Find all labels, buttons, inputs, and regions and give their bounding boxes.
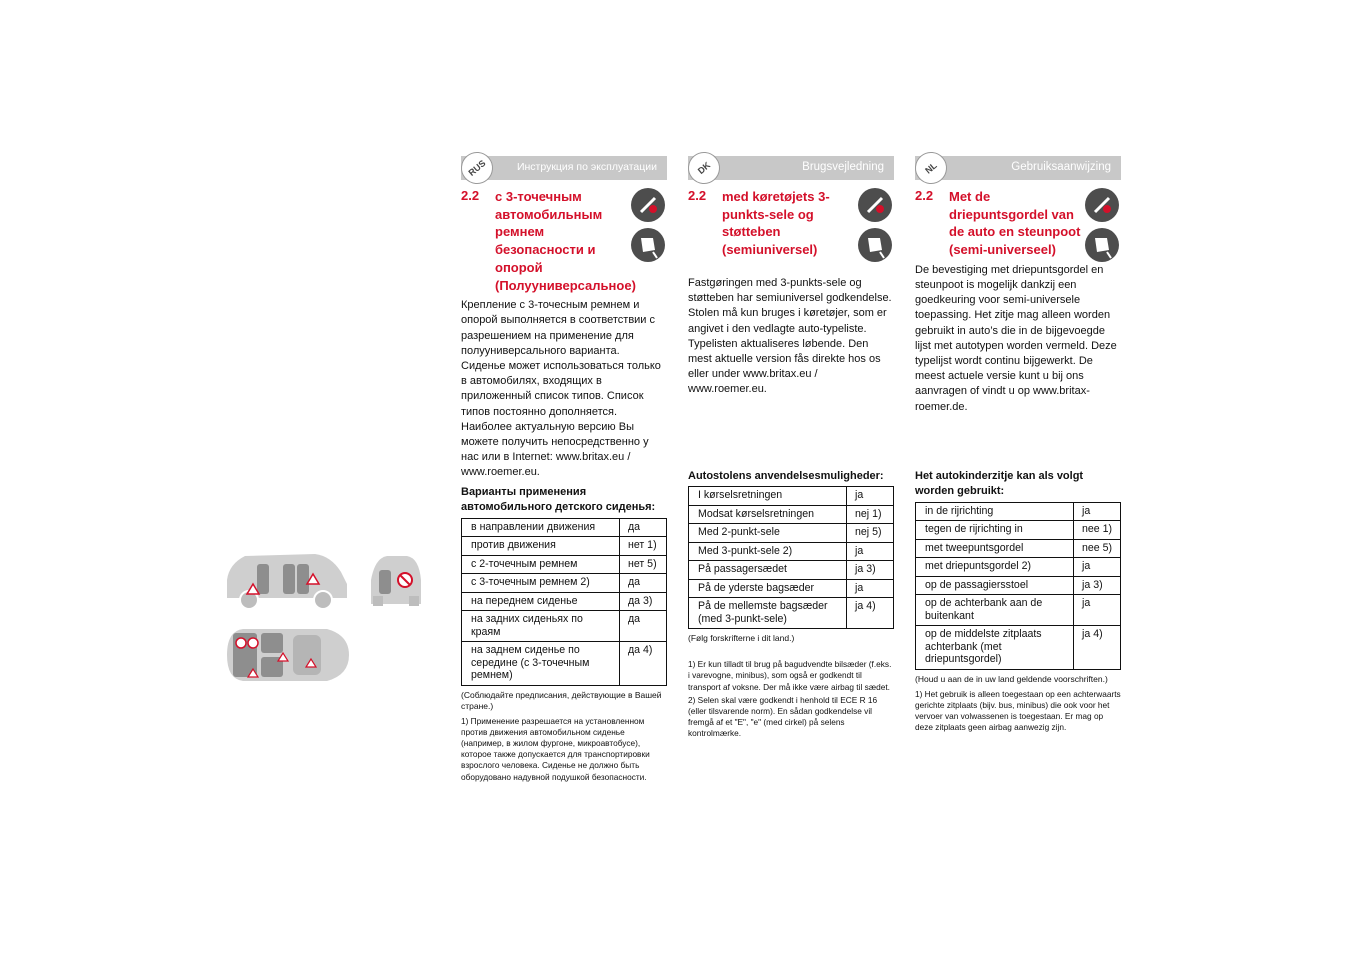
usage-table [461,518,667,686]
table-row [689,542,894,561]
row-label: с 3-точечным ремнем 2) [462,574,620,593]
table-row [462,592,667,611]
country-note: (Følg forskrifterne i dit land.) [688,633,795,644]
table-row [916,558,1121,577]
header-title: Инструкция по эксплуатации [516,161,657,173]
row-value: nej 5) [847,524,894,543]
support-leg-icon [631,228,665,262]
row-label: с 2-точечным ремнем [462,555,620,574]
row-label: на задних сиденьях по краям [462,611,620,642]
table-row [916,521,1121,540]
table-row [689,487,894,506]
usage-heading: Autostolens anvendelsesmuligheder: [688,469,884,482]
row-label: På de yderste bagsæder [689,579,847,598]
table-row [689,561,894,580]
row-label: в направлении движения [462,518,620,537]
row-value: nej 1) [847,505,894,524]
table-row [462,537,667,556]
section-heading [688,188,894,270]
row-label: Med 2-punkt-sele [689,524,847,543]
belt-icon [631,188,665,222]
row-value: ja 4) [1074,626,1121,670]
header-bar [915,156,1121,180]
footnote: 1) Применение разрешается на установленном против движения автомобильном сиденье (например, в жилом фургоне, микроавтобусе), которое также допускается для транспортировки взрослого человека. Сиденье не должно быть оборудовано надувной подушкой безопасности. [461,715,650,782]
country-note: (Соблюдайте предписания, действующие в Вашей стране.) [461,689,662,711]
column-rus [461,156,667,783]
section-heading [461,188,667,294]
table-row [462,574,667,593]
row-value: ja 3) [847,561,894,580]
row-label: I kørselsretningen [689,487,847,506]
row-value: nee 1) [1074,521,1121,540]
table-row [916,502,1121,521]
table-row [916,595,1121,626]
table-row [462,611,667,642]
table-row [916,539,1121,558]
usage-table [915,502,1121,670]
row-label: на переднем сиденье [462,592,620,611]
row-value: ja [1074,595,1121,626]
table-row [916,576,1121,595]
row-label: in de rijrichting [916,502,1074,521]
section-number: 2.2 [461,188,480,203]
language-tag: RUS [454,145,499,190]
row-label: På de mellemste bagsæder (med 3-punkt-sele) [689,598,847,629]
row-value: да [620,574,667,593]
row-value: ja [847,579,894,598]
language-tag: DK [681,145,726,190]
row-value: nee 5) [1074,539,1121,558]
language-tag: NL [908,145,953,190]
body-text: Fastgøringen med 3-punkts-sele og støtteben har semiuniversel godkendelse. Stolen må kun bruges i køretøjer, som er angivet i den vedlagte auto-typeliste. Typelisten aktualiseres løbende. Den mest aktuelle version fås direkte hos os eller under www.britax.eu / www.roemer.eu. [688,277,892,396]
support-leg-icon [1085,228,1119,262]
support-leg-icon [858,228,892,262]
usage-table [688,486,894,629]
row-value: нет 1) [620,537,667,556]
row-label: op de middelste zitplaats achterbank (met driepuntsgordel) [916,626,1074,670]
row-value: да [620,611,667,642]
footnote: 2) Selen skal være godkendt i henhold til ECE R 16 (eller tilsvarende norm). En sådan godkendelse vil fremgå af et "E", "e" (med cirkel) på selens kontrolmærke. [688,694,878,739]
row-label: På passagersædet [689,561,847,580]
header-bar [688,156,894,180]
section-number: 2.2 [688,188,707,203]
section-heading [915,188,1121,259]
table-row [462,555,667,574]
header-title: Gebruiksaanwijzing [1011,161,1111,173]
belt-icon [1085,188,1119,222]
belt-icon [858,188,892,222]
row-value: ja 3) [1074,576,1121,595]
body-text: Крепление с 3-точесным ремнем и опорой выполняется в соответствии с разрешением на применение для полууниверсального варианта. Сиденье может использоваться только в автомобилях, входящих в приложенный список типов. Список типов постоянно дополняется. Наиболее актуальную версию Вы можете получить непосредственно у нас или в Internet: www.britax.eu / www.roemer.eu. [461,299,661,479]
table-row [689,524,894,543]
country-note: (Houd u aan de in uw land geldende voorschriften.) [915,673,1108,684]
header-title: Brugsvejledning [802,161,884,173]
table-row [689,505,894,524]
footnote: 1) Er kun tilladt til brug på bagudvendte bilsæder (f.eks. i varevogne, minibus), som også er godkendt til transport af voksne. Der må ikke være airbag til sædet. [688,659,892,692]
row-label: против движения [462,537,620,556]
car-top-icon [223,625,351,685]
row-label: op de achterbank aan de buitenkant [916,595,1074,626]
row-label: Modsat kørselsretningen [689,505,847,524]
footnote: 1) Het gebruik is alleen toegestaan op een achterwaarts gerichte zitplaats (bijv. bus, minibus) die ook voor het vervoer van volwassenen is toegestaan. Er mag op deze zitplaats geen airbag aanwezig zijn. [915,688,1121,733]
row-label: op de passagiersstoel [916,576,1074,595]
header-bar [461,156,667,180]
section-title: med køretøjets 3-punkts-sele og støtteben (semiuniversel) [722,189,830,258]
row-label: на заднем сиденье по середине (с 3-точечным ремнем) [462,642,620,686]
row-value: ja [847,487,894,506]
section-title: с 3-точечным автомобильным ремнем безопасности и опорой (Полууниверсальное) [495,189,636,293]
row-label: tegen de rijrichting in [916,521,1074,540]
row-value: нет 5) [620,555,667,574]
table-row [462,642,667,686]
column-nl [915,156,1121,734]
row-label: Med 3-punkt-sele 2) [689,542,847,561]
row-value: да 4) [620,642,667,686]
table-row [462,518,667,537]
table-row [689,579,894,598]
section-title: Met de driepuntsgordel van de auto en steunpoot (semi-universeel) [949,189,1081,258]
table-row [916,626,1121,670]
usage-heading: Het autokinderzitje kan als volgt worden gebruikt: [915,469,1084,498]
car-rear-icon [367,552,425,610]
column-dk [688,156,894,740]
row-value: да 3) [620,592,667,611]
section-number: 2.2 [915,188,934,203]
row-value: ja 4) [847,598,894,629]
row-value: да [620,518,667,537]
row-label: met tweepuntsgordel [916,539,1074,558]
row-value: ja [1074,502,1121,521]
row-label: met driepuntsgordel 2) [916,558,1074,577]
usage-heading: Варианты применения автомобильного детского сиденья: [461,485,656,514]
row-value: ja [847,542,894,561]
table-row [689,598,894,629]
body-text: De bevestiging met driepuntsgordel en steunpoot is mogelijk dankzij een goedkeuring voor semi-universele toepassing. Het zitje mag alleen worden gebruikt in auto’s die in de bijgevoegde lijst met autotypen worden vermeld. Deze typelijst wordt continu bijgewerkt. De meest actuele versie kunt u bij ons aanvragen of vindt u op www.britax-roemer.de. [915,263,1117,413]
car-side-icon [223,550,351,610]
row-value: ja [1074,558,1121,577]
